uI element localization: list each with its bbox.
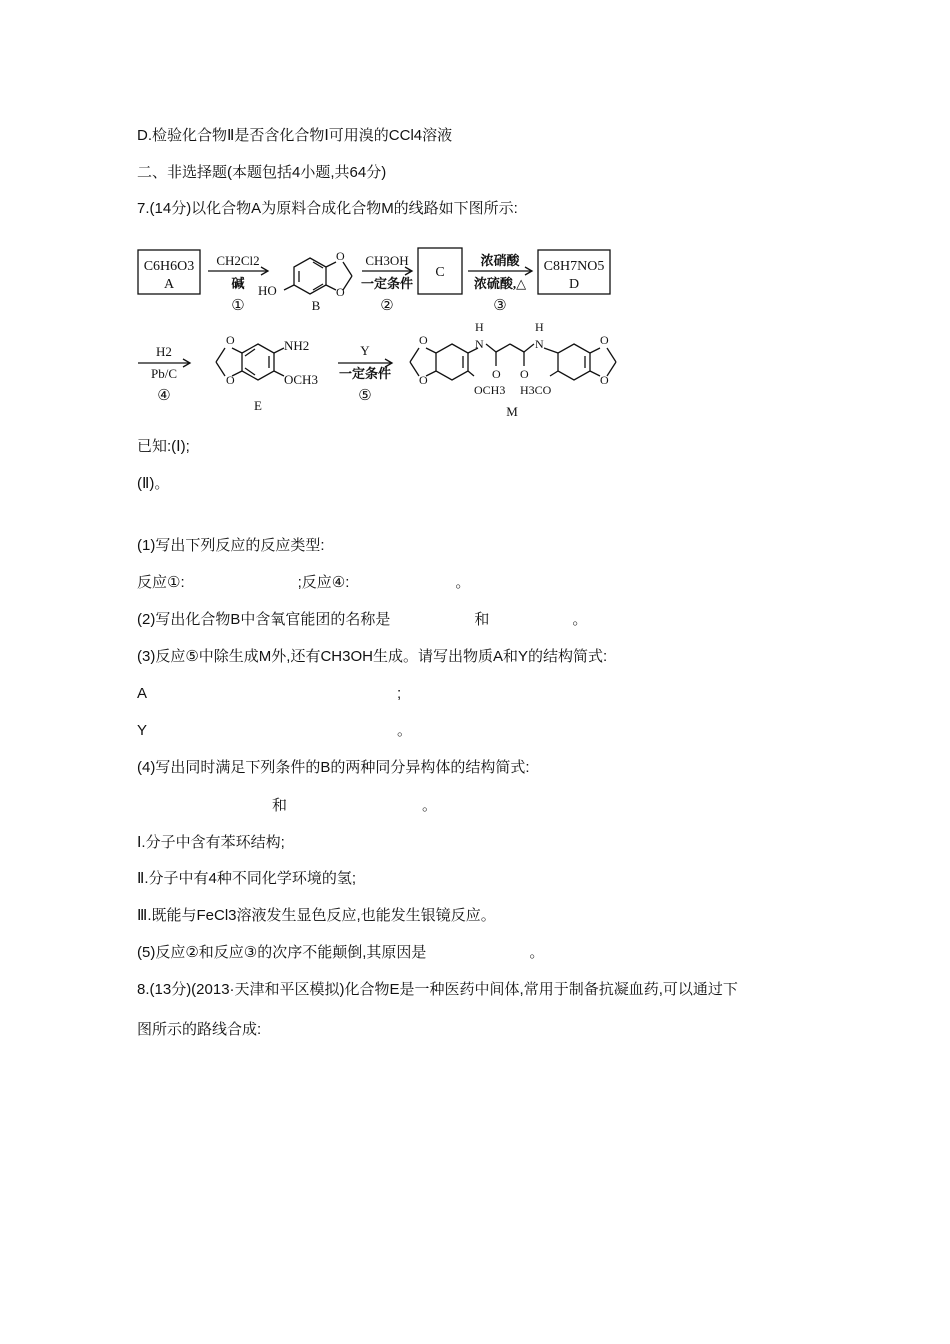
condition-2: Ⅱ.分子中有4种不同化学环境的氢;: [137, 870, 357, 887]
question-8-stem: 8.(13分)(2013·天津和平区模拟)化合物E是一种医药中间体,常用于制备抗凝血药,可以通过下: [137, 981, 738, 998]
e-oxygen-bottom: O: [226, 373, 235, 387]
q3-a-end: ;: [397, 685, 402, 702]
option-d: D.检验化合物Ⅱ是否含化合物Ⅰ可用溴的CCl4溶液: [137, 127, 453, 144]
q5-stem: (5)反应②和反应③的次序不能颠倒,其原因是: [137, 944, 427, 961]
box-d-formula: C8H7NO5: [543, 259, 605, 274]
q1-answer-line: [137, 573, 470, 593]
arrow1-reagent: CH2Cl2: [216, 253, 260, 268]
arrow3-condition: 浓硫酸,△: [473, 276, 527, 291]
q2: [137, 610, 587, 630]
b-label: B: [311, 298, 321, 313]
arrow2-condition: 一定条件: [360, 276, 414, 291]
arrow4-catalyst: Pb/C: [150, 366, 178, 381]
m-carbonyl-o-left: O: [492, 367, 501, 381]
m-n-right: N: [535, 337, 544, 351]
b-oxygen-top: O: [336, 249, 345, 263]
m-oxygen-left-bottom: O: [419, 373, 428, 387]
m-oxygen-left-top: O: [419, 333, 428, 347]
question-8-stem-cont: 图所示的路线合成:: [137, 1021, 262, 1038]
q3-y: Y: [137, 722, 148, 739]
q5: [137, 943, 544, 963]
q2-end: 。: [572, 611, 588, 628]
q1-end: 。: [455, 574, 471, 591]
q4-and: 和: [272, 797, 288, 814]
m-n-left: N: [475, 337, 484, 351]
m-carbonyl-o-right: O: [520, 367, 529, 381]
q3-y-end: 。: [397, 722, 413, 739]
arrow4-reagent: H2: [156, 344, 172, 359]
m-h-left: H: [475, 320, 484, 334]
q1: (1)写出下列反应的反应类型:: [137, 537, 325, 554]
q4-end: 。: [422, 797, 438, 814]
arrow3-number: ③: [493, 298, 507, 314]
arrow5-reagent: Y: [360, 343, 370, 358]
arrow5-condition: 一定条件: [338, 366, 392, 381]
arrow2-reagent: CH3OH: [365, 253, 409, 268]
box-a-label: A: [163, 277, 175, 292]
q3-a-line: [137, 684, 401, 704]
q1-reaction1: 反应①:: [137, 574, 185, 591]
arrow2-number: ②: [380, 298, 394, 314]
section-heading: 二、非选择题(本题包括4小题,共64分): [137, 164, 387, 181]
question-7-stem: 7.(14分)以化合物A为原料合成化合物M的线路如下图所示:: [137, 200, 518, 217]
m-label: M: [506, 404, 518, 418]
e-label: E: [254, 398, 262, 413]
box-c-label: C: [435, 265, 445, 280]
arrow3-reagent: 浓硝酸: [480, 253, 520, 268]
condition-3: Ⅲ.既能与FeCl3溶液发生显色反应,也能发生银镜反应。: [137, 907, 496, 924]
condition-1: Ⅰ.分子中含有苯环结构;: [137, 834, 285, 851]
q2-and: 和: [474, 611, 490, 628]
e-amino: NH2: [284, 338, 310, 353]
box-a-formula: C6H6O3: [143, 259, 195, 274]
m-methoxy-left: OCH3: [474, 383, 506, 397]
arrow4-number: ④: [157, 388, 171, 404]
known-2: (Ⅱ)。: [137, 475, 170, 492]
b-hydroxyl: HO: [258, 283, 277, 298]
q1-reaction4: ;反应④:: [297, 574, 350, 591]
box-d-label: D: [568, 277, 580, 292]
m-oxygen-right-top: O: [600, 333, 609, 347]
q3-a: A: [137, 685, 148, 702]
q2-stem: (2)写出化合物B中含氧官能团的名称是: [137, 611, 391, 628]
known-1: 已知:(Ⅰ);: [137, 438, 190, 455]
e-methoxy: OCH3: [284, 372, 318, 387]
q4-answer-line: [272, 796, 437, 816]
synthesis-scheme: [130, 238, 650, 418]
arrow1-condition: 碱: [231, 276, 245, 291]
q3: (3)反应⑤中除生成M外,还有CH3OH生成。请写出物质A和Y的结构简式:: [137, 648, 608, 665]
b-oxygen-bottom: O: [336, 285, 345, 299]
arrow5-number: ⑤: [358, 388, 372, 404]
q3-y-line: [137, 721, 412, 741]
m-methoxy-right: H3CO: [520, 383, 552, 397]
m-h-right: H: [535, 320, 544, 334]
m-oxygen-right-bottom: O: [600, 373, 609, 387]
e-oxygen-top: O: [226, 333, 235, 347]
arrow1-number: ①: [231, 298, 245, 314]
q5-end: 。: [529, 944, 545, 961]
q4: (4)写出同时满足下列条件的B的两种同分异构体的结构简式:: [137, 759, 530, 776]
